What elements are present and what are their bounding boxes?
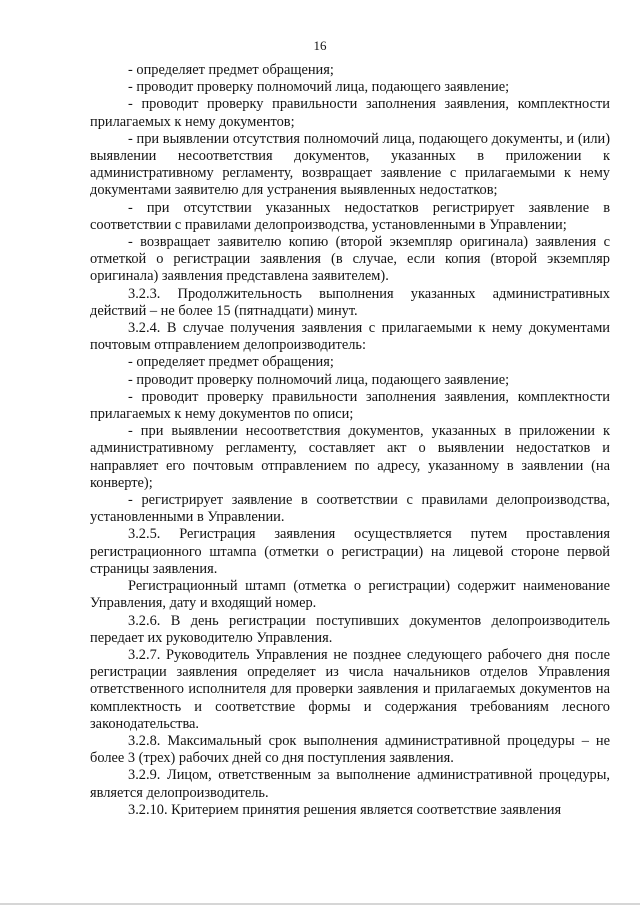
document-body (90, 62, 610, 819)
paragraph-3-2-9: 3.2.9. Лицом, ответственным за выполнение административной процедуры, является делопроизводитель. (90, 767, 610, 801)
paragraph: - регистрирует заявление в соответствии с правилами делопроизводства, установленными в Управлении. (90, 492, 610, 526)
paragraph: - проводит проверку правильности заполнения заявления, комплектности прилагаемых к нему документов; (90, 96, 610, 130)
paragraph: Регистрационный штамп (отметка о регистрации) содержит наименование Управления, дату и входящий номер. (90, 578, 610, 612)
paragraph: - проводит проверку полномочий лица, подающего заявление; (128, 371, 510, 388)
paragraph-3-2-4: 3.2.4. В случае получения заявления с прилагаемыми к нему документами почтовым отправлением делопроизводитель: (90, 320, 610, 354)
paragraph-3-2-10: 3.2.10. Критерием принятия решения является соответствие заявления (128, 801, 562, 818)
paragraph: - определяет предмет обращения; (128, 62, 334, 78)
paragraph: - при выявлении отсутствия полномочий лица, подающего документы, и (или) выявлении несоответствия документов, указанных в приложении к административному регламенту, возвращает заявление с прилагаемыми к нему документами заявителю для устранения выявленных недостатков; (90, 130, 610, 199)
paragraph: - при отсутствии указанных недостатков регистрирует заявление в соответствии с правилами делопроизводства, установленными в Управлении; (90, 199, 610, 233)
page-number: 16 (313, 38, 327, 53)
paragraph: - при выявлении несоответствия документов, указанных в приложении к административному регламенту, составляет акт о выявлении недостатков и направляет его почтовым отправлением по адресу, указанному в заявлении (на конверте); (90, 423, 610, 491)
paragraph: - возвращает заявителю копию (второй экземпляр оригинала) заявления с отметкой о регистрации заявления (в случае, если копия (второй экземпляр оригинала) заявления представлена заявителем). (90, 234, 610, 285)
paragraph-3-2-8: 3.2.8. Максимальный срок выполнения административной процедуры – не более 3 (трех) рабочих дней со дня поступления заявления. (90, 732, 610, 767)
paragraph-3-2-5: 3.2.5. Регистрация заявления осуществляется путем проставления регистрационного штампа (отметки о регистрации) на лицевой стороне первой страницы заявления. (90, 526, 610, 577)
paragraph: - определяет предмет обращения; (128, 354, 334, 371)
paragraph: - проводит проверку правильности заполнения заявления, комплектности прилагаемых к нему документов по описи; (90, 388, 610, 423)
paragraph-3-2-7: 3.2.7. Руководитель Управления не позднее следующего рабочего дня после регистрации заявления определяет из числа начальников отделов Управления ответственного исполнителя для проверки заявления и прилагаемых документов на комплектность и соответствие формы и содержания требованиям лесного законодательства. (90, 646, 610, 732)
paragraph-3-2-6: 3.2.6. В день регистрации поступивших документов делопроизводитель передает их руководителю Управления. (90, 612, 610, 646)
paragraph-3-2-3: 3.2.3. Продолжительность выполнения указанных административных действий – не более 15 (пятнадцати) минут. (90, 285, 610, 319)
paragraph: - проводит проверку полномочий лица, подающего заявление; (128, 79, 510, 96)
